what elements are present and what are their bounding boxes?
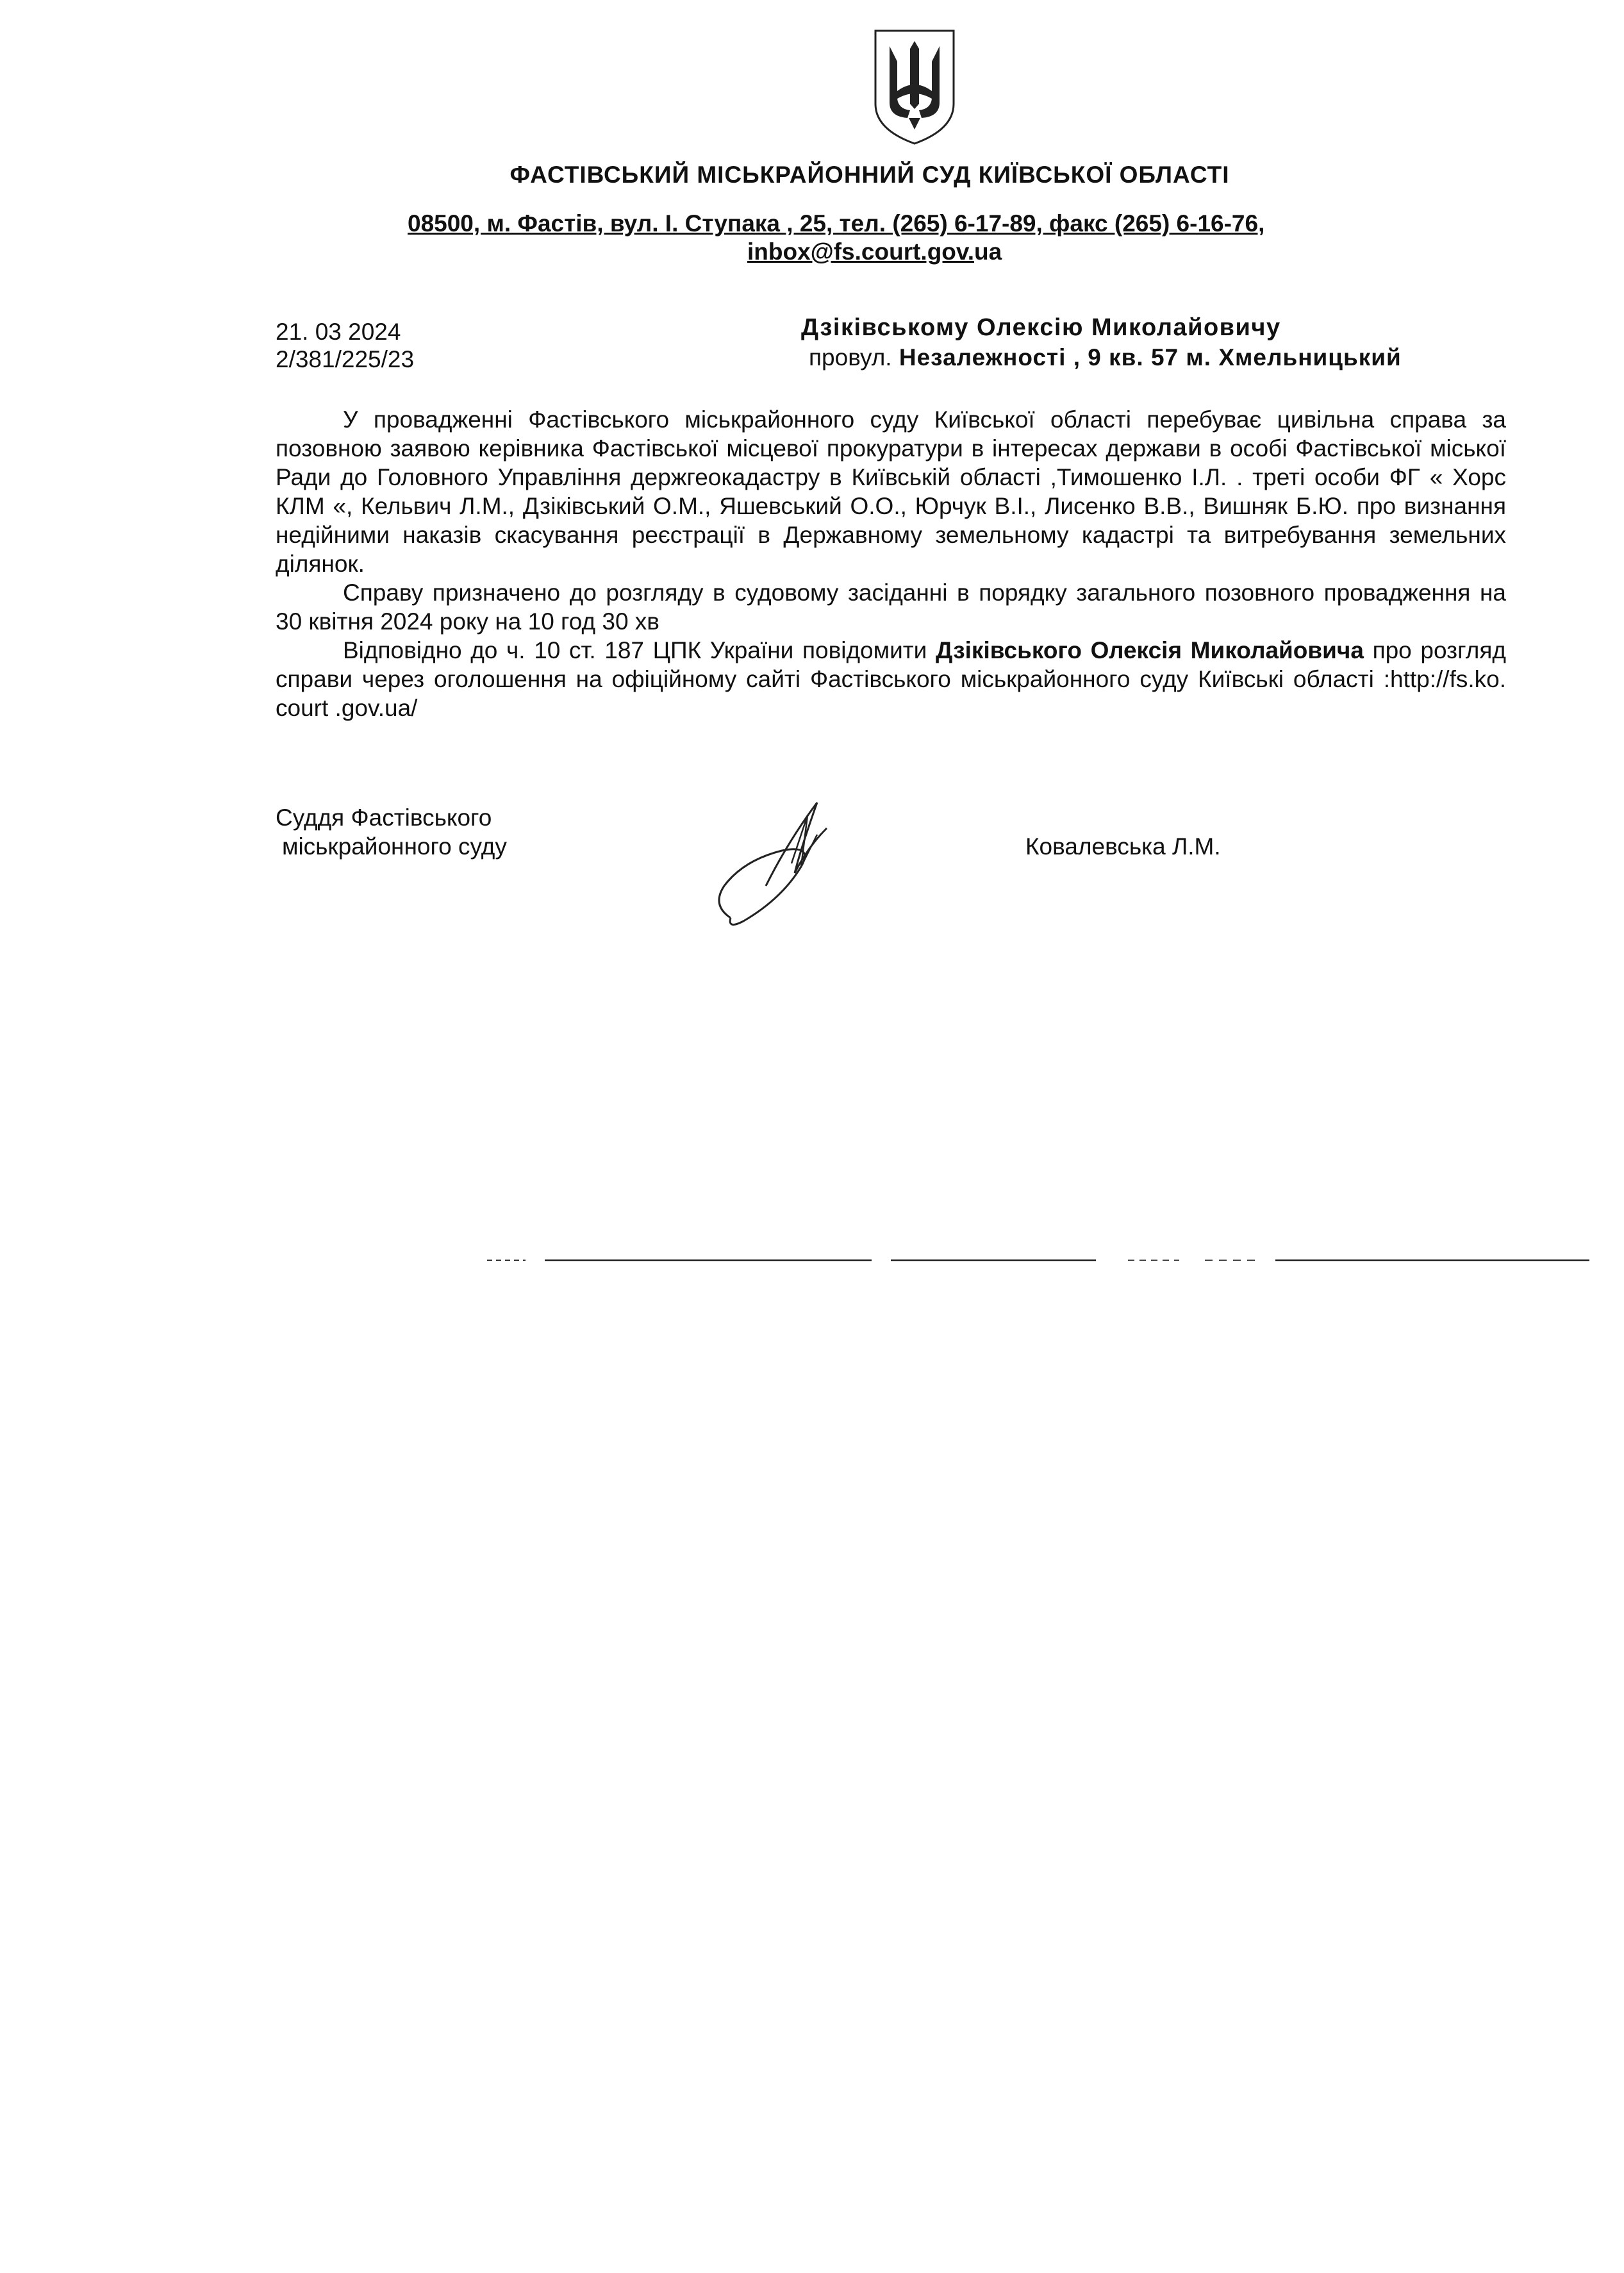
body-paragraph-notice bbox=[276, 636, 1506, 722]
court-title bbox=[0, 162, 1624, 188]
judge-position-line2: міськрайонного суду bbox=[282, 833, 507, 860]
body-paragraph-hearing: Справу призначено до розгляду в судовому засіданні в порядку загального позовного провадження на 30 квітня 2024 року на 10 год 30 хв bbox=[276, 579, 1506, 635]
divider-line bbox=[487, 1258, 1589, 1262]
court-email-link[interactable]: inbox@fs.court.gov. bbox=[747, 238, 975, 265]
notice-prefix: Відповідно до ч. 10 ст. 187 ЦПК України повідомити bbox=[343, 637, 936, 663]
letter-body bbox=[276, 405, 1506, 722]
addressee-address-prefix: провул. bbox=[809, 344, 892, 371]
judge-name: Ковалевська Л.М. bbox=[1025, 833, 1221, 860]
letter-date: 21. 03 2024 bbox=[276, 319, 401, 345]
court-title-text: ФАСТІВСЬКИЙ МІСЬКРАЙОННИЙ СУД КИЇВСЬКОЇ ОБЛАСТІ bbox=[510, 162, 1230, 188]
addressee-address bbox=[809, 344, 1402, 371]
addressee-address-street: Незалежності , 9 кв. 57 м. Хмельницький bbox=[891, 344, 1402, 371]
case-reference-number: 2/381/225/23 bbox=[276, 346, 415, 372]
handwritten-signature-icon bbox=[705, 790, 859, 937]
court-address: 08500, м. Фастів, вул. І. Ступака , 25, тел. (265) 6-17-89, факс (265) 6-16-76, bbox=[408, 210, 1265, 237]
court-email-domain: ua bbox=[974, 238, 1002, 265]
trident-emblem-icon bbox=[870, 27, 959, 146]
addressee-name: Дзіківському Олексію Миколайовичу bbox=[801, 314, 1281, 341]
body-paragraph-case: У провадженні Фастівського міськрайонного суду Київської області перебуває цивільна справа за позовною заявою керівника Фастівської місцевої прокуратури в інтересах держави в особі Фастівської міської Ради до Головного Управління держгеокадастру в Київській області ,Тимошенко І.Л. . треті особи ФГ « Хорс КЛМ «, Кельвич Л.М., Дзіківський О.М., Яшевський О.О., Юрчук В.І., Лисенко В.В., Вишняк Б.Ю. про визнання недійними наказів скасування реєстрації в Державному земельному кадастрі та витребування земельних ділянок. bbox=[276, 406, 1506, 577]
notice-recipient-name: Дзіківського Олексія Миколайовича bbox=[935, 637, 1364, 663]
judge-position-line1: Суддя Фастівського bbox=[276, 804, 492, 831]
court-email bbox=[747, 238, 1002, 265]
notice-suffix: про розгляд справи через оголошення на офіційному сайті Фастівського міськрайонного суду Київські області :http://fs.ko. court .gov.ua/ bbox=[276, 637, 1506, 721]
